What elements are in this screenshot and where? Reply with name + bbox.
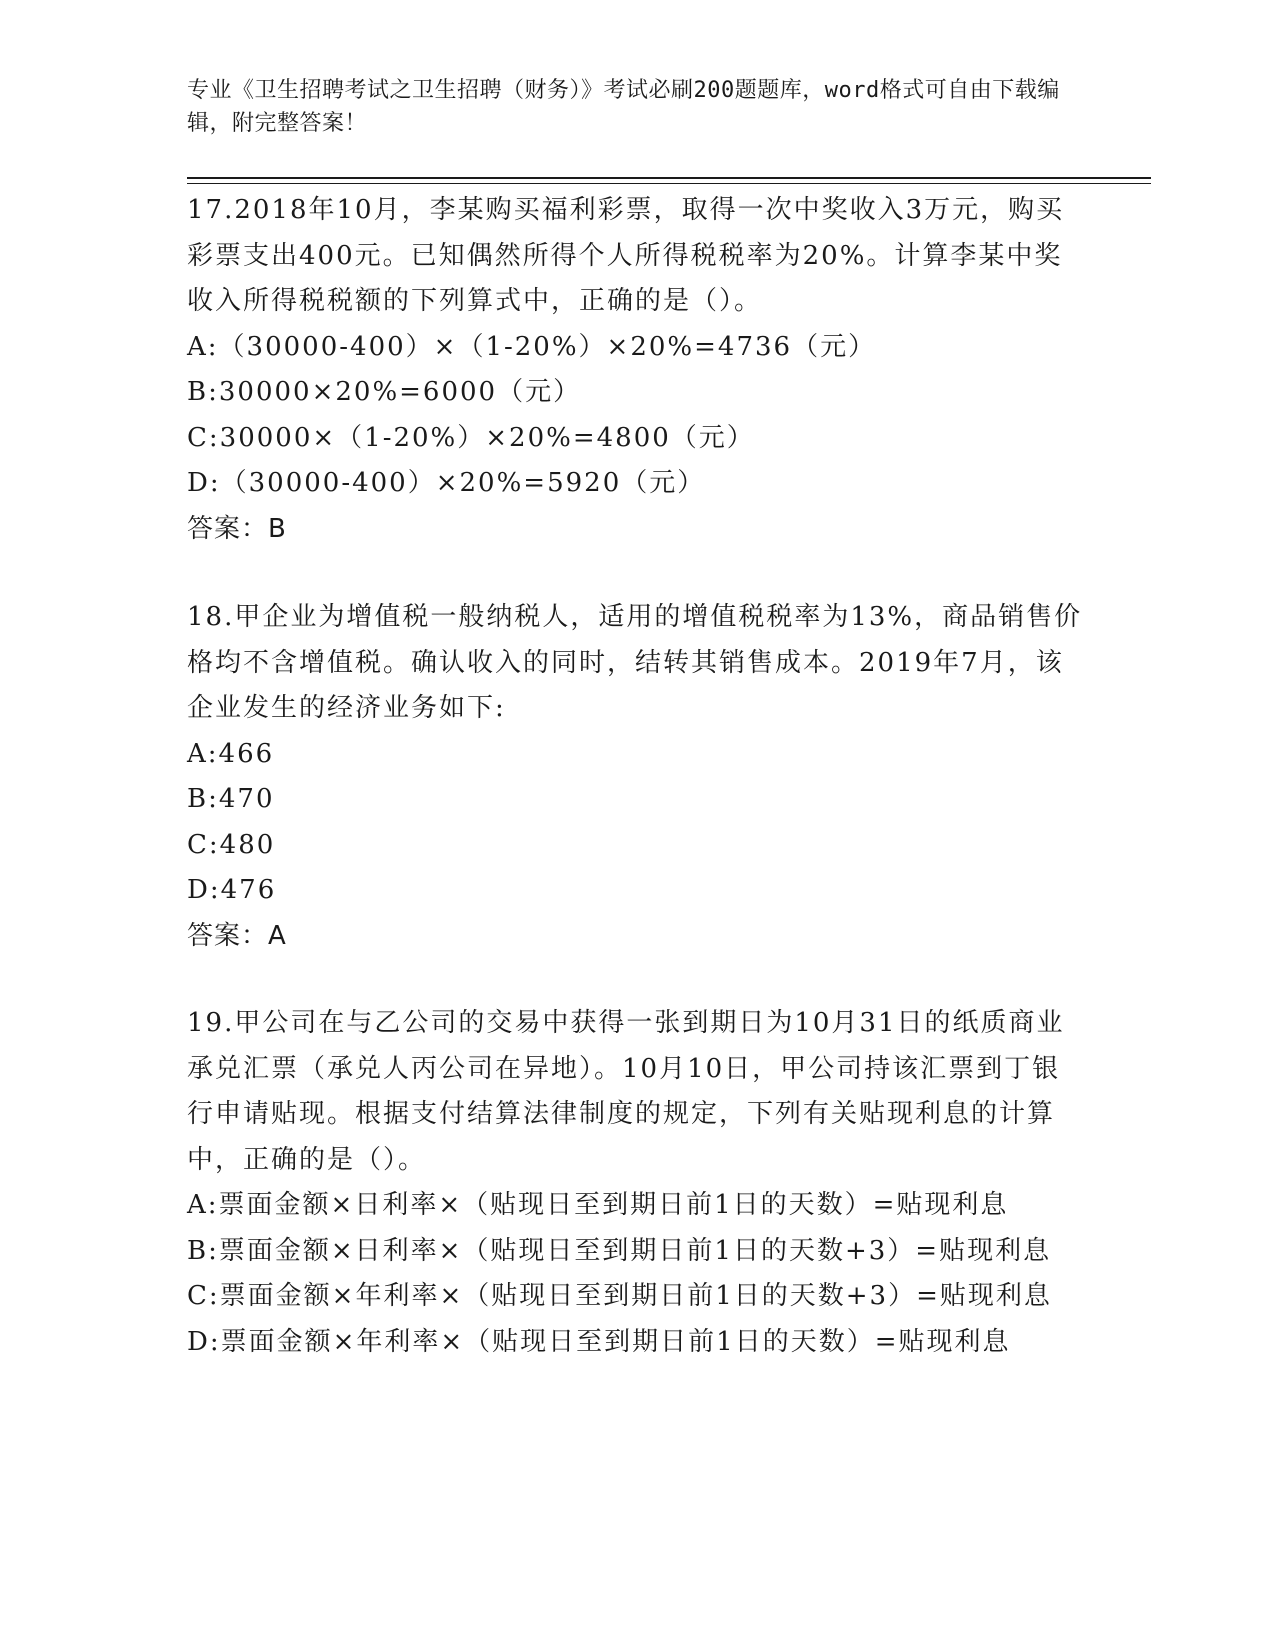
option-c: C:票面金额×年利率×（贴现日至到期日前1日的天数+3）=贴现利息 — [187, 1281, 1052, 1311]
option-a: A:票面金额×日利率×（贴现日至到期日前1日的天数）=贴现利息 — [187, 1190, 1009, 1220]
option-b: B:30000×20%=6000（元） — [187, 377, 582, 407]
answer: 答案：A — [187, 920, 287, 951]
question-17 — [187, 188, 1087, 552]
option-b: B:470 — [187, 784, 275, 814]
page-header — [187, 74, 1067, 140]
header-rule-thick — [187, 177, 1151, 179]
answer: 答案：B — [187, 513, 287, 544]
document-title: 专业《卫生招聘考试之卫生招聘（财务）》考试必刷200题题库，word格式可自由下载编辑，附完整答案！ — [187, 78, 1060, 136]
question-19 — [187, 1001, 1087, 1365]
question-stem: 18.甲企业为增值税一般纳税人，适用的增值税税率为13%，商品销售价格均不含增值税。确认收入的同时，结转其销售成本。2019年7月，该企业发生的经济业务如下: — [187, 602, 1083, 723]
option-d: D:票面金额×年利率×（贴现日至到期日前1日的天数）=贴现利息 — [187, 1326, 1011, 1357]
option-a: A:466 — [187, 738, 275, 769]
option-d: D:476 — [187, 875, 277, 905]
option-b: B:票面金额×日利率×（贴现日至到期日前1日的天数+3）=贴现利息 — [187, 1235, 1052, 1266]
option-d: D:（30000-400）×20%=5920（元） — [187, 468, 706, 498]
option-a: A:（30000-400）×（1-20%）×20%=4736（元） — [187, 331, 877, 362]
question-18 — [187, 595, 1087, 959]
option-c: C:480 — [187, 829, 276, 860]
question-stem: 17.2018年10月，李某购买福利彩票，取得一次中奖收入3万元，购买彩票支出400元。已知偶然所得个人所得税税率为20%。计算李某中奖收入所得税税额的下列算式中，正确的是（）。 — [187, 195, 1065, 316]
option-c: C:30000×（1-20%）×20%=4800（元） — [187, 422, 755, 453]
header-rule-thin — [187, 183, 1151, 184]
question-stem: 19.甲公司在与乙公司的交易中获得一张到期日为10月31日的纸质商业承兑汇票（承兑人丙公司在异地）。10月10日，甲公司持该汇票到丁银行申请贴现。根据支付结算法律制度的规定，下列有关贴现利息的计算中，正确的是（）。 — [187, 1008, 1065, 1175]
